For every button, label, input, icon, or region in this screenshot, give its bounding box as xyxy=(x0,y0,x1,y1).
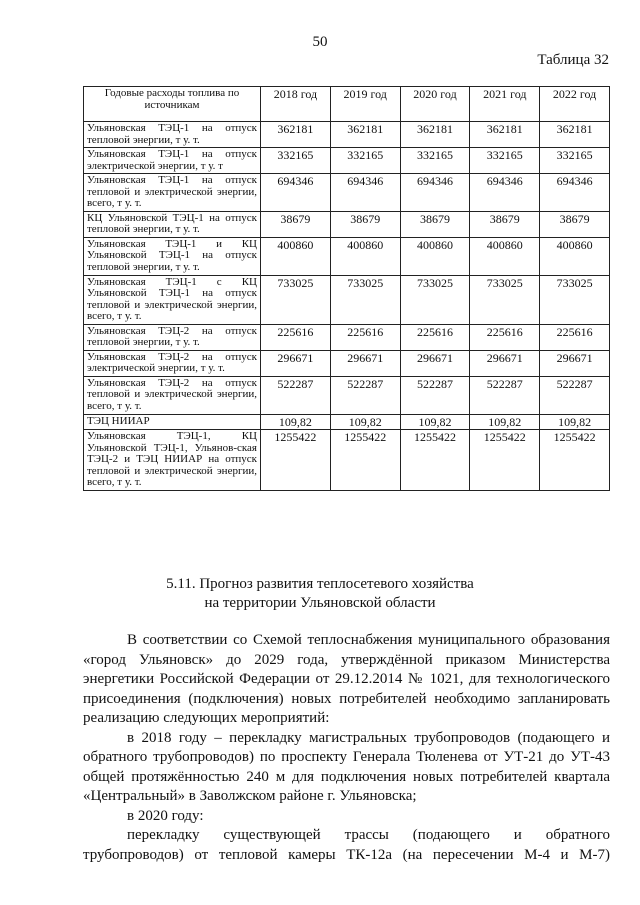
row-value-cell: 733025 xyxy=(470,275,540,324)
row-value-cell: 225616 xyxy=(470,324,540,350)
row-source-cell: КЦ Ульяновской ТЭЦ-1 на отпуск тепловой энергии, т у. т. xyxy=(84,211,261,237)
row-value-cell: 38679 xyxy=(540,211,610,237)
row-value-cell: 38679 xyxy=(330,211,400,237)
row-value-cell: 522287 xyxy=(540,376,610,414)
table-header-row xyxy=(84,87,610,122)
row-source-cell: Ульяновская ТЭЦ-1 и КЦ Ульяновской ТЭЦ-1 на отпуск тепловой энергии, т у. т. xyxy=(84,237,261,275)
row-value-cell: 1255422 xyxy=(261,430,331,491)
table-row xyxy=(84,324,610,350)
row-source-cell: Ульяновская ТЭЦ-2 на отпуск тепловой и электрической энергии, всего, т у. т. xyxy=(84,376,261,414)
row-value-cell: 694346 xyxy=(540,174,610,212)
row-value-cell: 694346 xyxy=(470,174,540,212)
row-value-cell: 694346 xyxy=(261,174,331,212)
row-source-cell: Ульяновская ТЭЦ-2 на отпуск тепловой энергии, т у. т. xyxy=(84,324,261,350)
row-value-cell: 362181 xyxy=(400,122,470,148)
row-value-cell: 225616 xyxy=(330,324,400,350)
row-value-cell: 694346 xyxy=(330,174,400,212)
body-text xyxy=(83,631,610,865)
row-source-cell: Ульяновская ТЭЦ-1 с КЦ Ульяновской ТЭЦ-1 на отпуск тепловой и электрической энергии, всего, т у. т. xyxy=(84,275,261,324)
row-value-cell: 109,82 xyxy=(470,414,540,430)
row-value-cell: 400860 xyxy=(261,237,331,275)
header-year: 2018 год xyxy=(261,87,331,122)
row-value-cell: 362181 xyxy=(330,122,400,148)
row-value-cell: 332165 xyxy=(261,148,331,174)
section-heading xyxy=(0,575,640,613)
section-title-line1: 5.11. Прогноз развития теплосетевого хозяйства xyxy=(166,576,474,592)
row-value-cell: 38679 xyxy=(470,211,540,237)
row-value-cell: 522287 xyxy=(330,376,400,414)
row-value-cell: 296671 xyxy=(470,350,540,376)
row-value-cell: 38679 xyxy=(261,211,331,237)
header-year: 2020 год xyxy=(400,87,470,122)
row-source-cell: Ульяновская ТЭЦ-1 на отпуск тепловой энергии, т у. т. xyxy=(84,122,261,148)
row-value-cell: 332165 xyxy=(330,148,400,174)
row-value-cell: 694346 xyxy=(400,174,470,212)
header-year: 2019 год xyxy=(330,87,400,122)
fuel-consumption-table xyxy=(83,86,610,491)
row-value-cell: 1255422 xyxy=(330,430,400,491)
row-value-cell: 296671 xyxy=(540,350,610,376)
table-row xyxy=(84,174,610,212)
row-value-cell: 109,82 xyxy=(261,414,331,430)
row-value-cell: 296671 xyxy=(330,350,400,376)
row-value-cell: 225616 xyxy=(540,324,610,350)
header-year: 2021 год xyxy=(470,87,540,122)
table-row xyxy=(84,376,610,414)
row-value-cell: 522287 xyxy=(400,376,470,414)
table-label: Таблица 32 xyxy=(537,52,609,68)
row-source-cell: Ульяновская ТЭЦ-1, КЦ Ульяновской ТЭЦ-1, Ульянов-ская ТЭЦ-2 и ТЭЦ НИИАР на отпуск тепловой и электрической энергии, всего, т у. т. xyxy=(84,430,261,491)
row-value-cell: 332165 xyxy=(540,148,610,174)
table-row xyxy=(84,275,610,324)
row-value-cell: 362181 xyxy=(470,122,540,148)
row-value-cell: 332165 xyxy=(400,148,470,174)
row-value-cell: 296671 xyxy=(400,350,470,376)
row-value-cell: 362181 xyxy=(261,122,331,148)
row-source-cell: Ульяновская ТЭЦ-2 на отпуск электрической энергии, т у. т. xyxy=(84,350,261,376)
row-source-cell: Ульяновская ТЭЦ-1 на отпуск электрической энергии, т у. т xyxy=(84,148,261,174)
row-value-cell: 522287 xyxy=(470,376,540,414)
row-value-cell: 225616 xyxy=(261,324,331,350)
row-value-cell: 109,82 xyxy=(400,414,470,430)
row-value-cell: 38679 xyxy=(400,211,470,237)
table-row xyxy=(84,414,610,430)
row-value-cell: 362181 xyxy=(540,122,610,148)
row-value-cell: 733025 xyxy=(400,275,470,324)
table-row xyxy=(84,122,610,148)
row-value-cell: 1255422 xyxy=(470,430,540,491)
row-value-cell: 522287 xyxy=(261,376,331,414)
table-row xyxy=(84,148,610,174)
row-source-cell: Ульяновская ТЭЦ-1 на отпуск тепловой и электрической энергии, всего, т у. т. xyxy=(84,174,261,212)
row-value-cell: 109,82 xyxy=(330,414,400,430)
table-row xyxy=(84,350,610,376)
table-row xyxy=(84,237,610,275)
row-value-cell: 400860 xyxy=(330,237,400,275)
row-value-cell: 733025 xyxy=(540,275,610,324)
row-value-cell: 225616 xyxy=(400,324,470,350)
row-value-cell: 400860 xyxy=(540,237,610,275)
row-value-cell: 1255422 xyxy=(540,430,610,491)
row-value-cell: 109,82 xyxy=(540,414,610,430)
row-value-cell: 733025 xyxy=(330,275,400,324)
paragraph: в 2018 году – перекладку магистральных трубопроводов (подающего и обратного трубопроводов) по проспекту Генерала Тюленева от УТ-21 до УТ-43 общей протяжённостью 240 м для подключения новых потребителей квартала «Центральный» в Заволжском районе г. Ульяновска; xyxy=(83,729,610,804)
section-title-line2: на территории Ульяновской области xyxy=(204,595,436,611)
page-number: 50 xyxy=(312,34,328,50)
header-year: 2022 год xyxy=(540,87,610,122)
table-row xyxy=(84,211,610,237)
row-value-cell: 400860 xyxy=(470,237,540,275)
paragraph: перекладку существующей трассы (подающего и обратного трубопроводов) от тепловой камеры ТК-12а (на пересечении М-4 и М-7) xyxy=(83,827,610,863)
paragraph: в 2020 году: xyxy=(127,807,204,824)
row-value-cell: 296671 xyxy=(261,350,331,376)
table-row xyxy=(84,430,610,491)
paragraph: В соответствии со Схемой теплоснабжения муниципального образования «город Ульяновск» до 2029 года, утверждённой приказом Министерства энергетики Российской Федерации от 29.12.2014 № 1021, для технологического присоединения (подключения) новых потребителей необходимо запланировать реализацию следующих мероприятий: xyxy=(83,632,610,726)
row-value-cell: 332165 xyxy=(470,148,540,174)
row-value-cell: 1255422 xyxy=(400,430,470,491)
header-source: Годовые расходы топлива по источникам xyxy=(84,87,261,122)
row-source-cell: ТЭЦ НИИАР xyxy=(84,414,261,430)
row-value-cell: 400860 xyxy=(400,237,470,275)
row-value-cell: 733025 xyxy=(261,275,331,324)
